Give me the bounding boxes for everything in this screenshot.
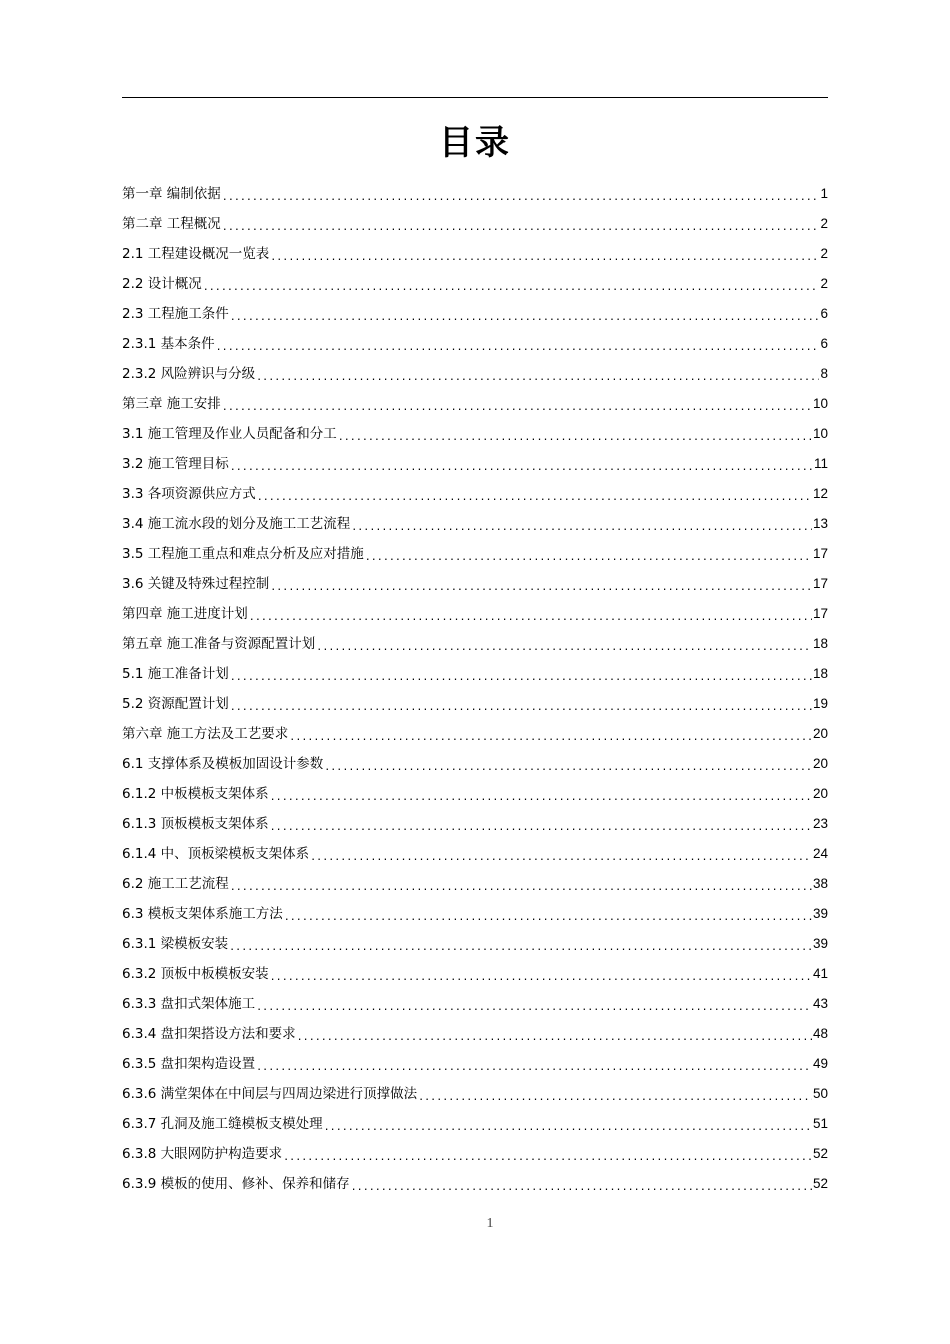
toc-entry-label: 5.1 施工准备计划	[122, 666, 229, 682]
toc-entry-page: 13	[812, 516, 828, 531]
toc-leader-dots	[316, 637, 812, 659]
toc-entry-page: 48	[812, 1026, 828, 1041]
toc-leader-dots	[230, 667, 812, 689]
toc-entry-label: 6.3.1 梁模板安装	[122, 936, 229, 952]
toc-entry[interactable]	[122, 299, 828, 329]
toc-entry-label: 第三章 施工安排	[122, 396, 221, 412]
toc-entry-label: 2.2 设计概况	[122, 276, 202, 292]
toc-leader-dots	[257, 487, 812, 509]
toc-entry-label: 6.3.6 满堂架体在中间层与四周边梁进行顶撑做法	[122, 1086, 418, 1102]
toc-entry-label: 第一章 编制依据	[122, 186, 221, 202]
toc-entry[interactable]	[122, 689, 828, 719]
toc-leader-dots	[222, 397, 812, 419]
toc-entry[interactable]	[122, 509, 828, 539]
toc-leader-dots	[289, 727, 812, 749]
toc-entry-label: 2.3 工程施工条件	[122, 306, 229, 322]
toc-entry-page: 24	[812, 846, 828, 861]
toc-entry-label: 6.1 支撑体系及模板加固设计参数	[122, 756, 324, 772]
toc-entry[interactable]	[122, 179, 828, 209]
toc-entry-page: 17	[812, 576, 828, 591]
toc-entry-page: 20	[812, 756, 828, 771]
toc-entry-label: 2.3.1 基本条件	[122, 336, 215, 352]
toc-leader-dots	[351, 517, 812, 539]
toc-leader-dots	[310, 847, 812, 869]
page-number: 1	[486, 1216, 494, 1231]
toc-entry-page: 20	[812, 726, 828, 741]
toc-entry-label: 3.1 施工管理及作业人员配备和分工	[122, 426, 337, 442]
toc-entry-page: 49	[812, 1056, 828, 1071]
toc-entry[interactable]	[122, 629, 828, 659]
toc-entry-page: 1	[820, 186, 828, 201]
toc-leader-dots	[338, 427, 812, 449]
toc-entry-label: 3.2 施工管理目标	[122, 456, 229, 472]
toc-entry-page: 50	[812, 1086, 828, 1101]
toc-entry-page: 2	[820, 216, 828, 231]
toc-leader-dots	[203, 277, 820, 299]
toc-entry-page: 2	[820, 276, 828, 291]
toc-entry-page: 2	[820, 246, 828, 261]
toc-leader-dots	[270, 967, 812, 989]
toc-leader-dots	[230, 457, 813, 479]
toc-leader-dots	[256, 367, 819, 389]
toc-entry[interactable]	[122, 1109, 828, 1139]
toc-entry-label: 2.3.2 风险辨识与分级	[122, 366, 256, 382]
toc-entry-page: 52	[812, 1146, 828, 1161]
toc-entry[interactable]	[122, 719, 828, 749]
toc-entry[interactable]	[122, 779, 828, 809]
toc-entry[interactable]	[122, 1079, 828, 1109]
toc-entry[interactable]	[122, 329, 828, 359]
toc-entry-label: 6.3.3 盘扣式架体施工	[122, 996, 256, 1012]
toc-entry-label: 6.3.8 大眼网防护构造要求	[122, 1146, 283, 1162]
toc-leader-dots	[270, 247, 819, 269]
toc-entry-page: 51	[812, 1116, 828, 1131]
toc-entry-label: 6.3.9 模板的使用、修补、保养和储存	[122, 1176, 350, 1192]
toc-entry-label: 第六章 施工方法及工艺要求	[122, 726, 289, 742]
toc-leader-dots	[324, 757, 812, 779]
toc-entry-page: 8	[820, 366, 828, 381]
toc-entry-page: 11	[813, 456, 828, 471]
toc-leader-dots	[270, 577, 812, 599]
toc-entry[interactable]	[122, 1169, 828, 1199]
toc-entry-page: 23	[812, 816, 828, 831]
toc-entry[interactable]	[122, 749, 828, 779]
toc-entry-label: 6.2 施工工艺流程	[122, 876, 229, 892]
toc-leader-dots	[297, 1027, 812, 1049]
toc-entry-label: 6.3.2 顶板中板模板安装	[122, 966, 269, 982]
toc-leader-dots	[249, 607, 812, 629]
toc-entry-label: 6.1.3 顶板模板支架体系	[122, 816, 269, 832]
toc-entry[interactable]	[122, 239, 828, 269]
toc-entry-page: 38	[812, 876, 828, 891]
toc-entry-page: 39	[812, 906, 828, 921]
toc-entry[interactable]	[122, 209, 828, 239]
toc-leader-dots	[256, 1057, 812, 1079]
toc-entry-page: 39	[812, 936, 828, 951]
toc-entry-label: 5.2 资源配置计划	[122, 696, 229, 712]
toc-entry-page: 12	[812, 486, 828, 501]
toc-entry-label: 6.3.5 盘扣架构造设置	[122, 1056, 256, 1072]
toc-entry[interactable]	[122, 839, 828, 869]
toc-entry[interactable]	[122, 989, 828, 1019]
toc-entry-page: 43	[812, 996, 828, 1011]
toc-entry-label: 3.6 关键及特殊过程控制	[122, 576, 270, 592]
toc-leader-dots	[222, 217, 820, 239]
toc-entry[interactable]	[122, 809, 828, 839]
toc-entry-label: 6.3.7 孔洞及施工缝模板支模处理	[122, 1116, 323, 1132]
toc-leader-dots	[324, 1117, 812, 1139]
toc-entry[interactable]	[122, 269, 828, 299]
page-title: 目录	[439, 123, 511, 163]
toc-leader-dots	[270, 817, 812, 839]
toc-entry-page: 41	[812, 966, 828, 981]
toc-leader-dots	[230, 697, 812, 719]
toc-leader-dots	[216, 337, 820, 359]
header-rule	[122, 97, 828, 98]
toc-entry[interactable]	[122, 599, 828, 629]
toc-entry-label: 3.5 工程施工重点和难点分析及应对措施	[122, 546, 364, 562]
toc-leader-dots	[230, 307, 820, 329]
toc-entry-label: 2.1 工程建设概况一览表	[122, 246, 270, 262]
toc-entry-page: 52	[812, 1176, 828, 1191]
toc-leader-dots	[283, 1147, 812, 1169]
toc-entry[interactable]	[122, 959, 828, 989]
toc-entry[interactable]	[122, 359, 828, 389]
toc-entry-page: 10	[812, 426, 828, 441]
toc-entry[interactable]	[122, 539, 828, 569]
toc-leader-dots	[418, 1087, 812, 1109]
toc-entry-label: 6.1.2 中板模板支架体系	[122, 786, 269, 802]
toc-leader-dots	[270, 787, 812, 809]
toc-entry-page: 19	[812, 696, 828, 711]
toc-entry-page: 17	[812, 546, 828, 561]
toc-entry[interactable]	[122, 1139, 828, 1169]
toc-leader-dots	[351, 1177, 812, 1199]
toc-leader-dots	[365, 547, 812, 569]
toc-entry-label: 第二章 工程概况	[122, 216, 221, 232]
toc-entry[interactable]	[122, 1049, 828, 1079]
toc-entry[interactable]	[122, 449, 828, 479]
toc-entry-page: 18	[812, 636, 828, 651]
toc-entry-label: 3.3 各项资源供应方式	[122, 486, 256, 502]
toc-entry-page: 6	[820, 336, 828, 351]
toc-entry-label: 第四章 施工进度计划	[122, 606, 248, 622]
toc-entry-page: 17	[812, 606, 828, 621]
toc-entry-page: 20	[812, 786, 828, 801]
toc-entry-page: 10	[812, 396, 828, 411]
toc-entry[interactable]	[122, 569, 828, 599]
toc-entry-label: 6.1.4 中、顶板梁模板支架体系	[122, 846, 310, 862]
toc-entry[interactable]	[122, 1019, 828, 1049]
toc-entry-label: 6.3 模板支架体系施工方法	[122, 906, 283, 922]
toc-leader-dots	[229, 937, 812, 959]
toc-entry-label: 3.4 施工流水段的划分及施工工艺流程	[122, 516, 351, 532]
toc-entry-page: 6	[820, 306, 828, 321]
toc-leader-dots	[230, 877, 812, 899]
toc-leader-dots	[284, 907, 812, 929]
toc-entry[interactable]	[122, 389, 828, 419]
table-of-contents	[122, 179, 828, 1199]
toc-entry[interactable]	[122, 479, 828, 509]
toc-entry[interactable]	[122, 899, 828, 929]
toc-entry[interactable]	[122, 929, 828, 959]
toc-entry[interactable]	[122, 419, 828, 449]
toc-entry-label: 6.3.4 盘扣架搭设方法和要求	[122, 1026, 296, 1042]
toc-entry-page: 18	[812, 666, 828, 681]
toc-entry[interactable]	[122, 659, 828, 689]
toc-leader-dots	[222, 187, 820, 209]
toc-entry-label: 第五章 施工准备与资源配置计划	[122, 636, 316, 652]
toc-leader-dots	[256, 997, 812, 1019]
toc-entry[interactable]	[122, 869, 828, 899]
